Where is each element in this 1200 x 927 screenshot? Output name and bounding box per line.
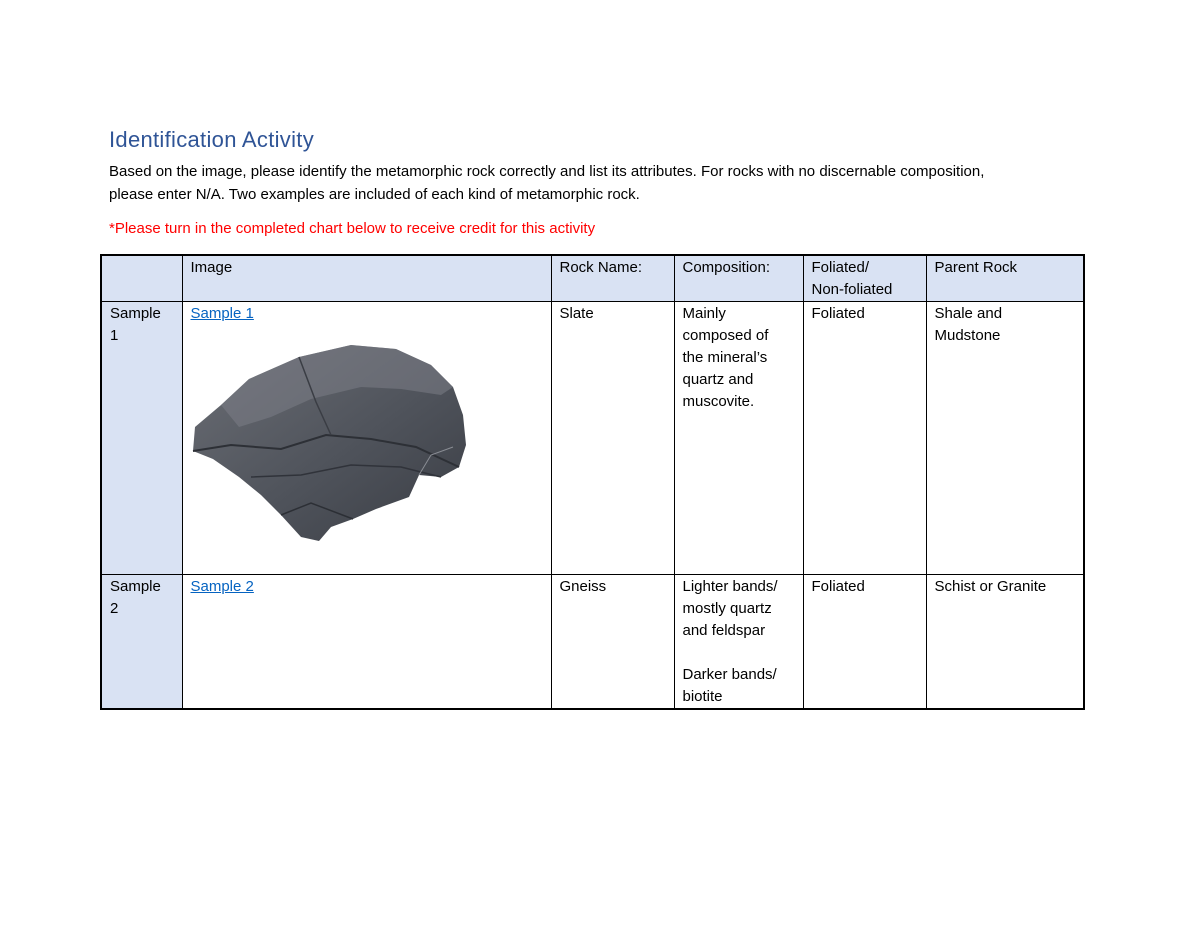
rock-name: Gneiss xyxy=(551,575,674,710)
instructions xyxy=(109,160,1099,206)
header-foliation: Foliated/ Non-foliated xyxy=(803,255,926,302)
foliation: Foliated xyxy=(803,302,926,575)
instructions-line-1: Based on the image, please identify the metamorphic rock correctly and list its attributes. For rocks with no discernable composition, xyxy=(109,163,985,180)
sample-label: Sample 1 xyxy=(101,302,182,575)
composition: Lighter bands/ mostly quartz and feldspar Darker bands/ biotite xyxy=(674,575,803,710)
credit-note: *Please turn in the completed chart below to receive credit for this activity xyxy=(109,220,596,237)
header-parent-rock: Parent Rock xyxy=(926,255,1084,302)
image-cell xyxy=(182,575,551,710)
parent-rock: Schist or Granite xyxy=(926,575,1084,710)
rock-name: Slate xyxy=(551,302,674,575)
table-row xyxy=(101,575,1084,710)
foliation: Foliated xyxy=(803,575,926,710)
instructions-line-2: please enter N/A. Two examples are included of each kind of metamorphic rock. xyxy=(109,186,640,203)
sample-2-link[interactable]: Sample 2 xyxy=(190,578,254,595)
sample-1-link[interactable]: Sample 1 xyxy=(190,305,254,322)
header-image: Image xyxy=(182,255,551,302)
sample-label: Sample 2 xyxy=(101,575,182,710)
header-cell-blank xyxy=(101,255,182,302)
composition: Mainly composed of the mineral’s quartz and muscovite. xyxy=(674,302,803,575)
table-row xyxy=(101,302,1084,575)
header-composition: Composition: xyxy=(674,255,803,302)
table-header-row xyxy=(101,255,1084,302)
parent-rock: Shale and Mudstone xyxy=(926,302,1084,575)
image-cell xyxy=(182,302,551,575)
rock-identification-table xyxy=(100,254,1085,710)
header-rock-name: Rock Name: xyxy=(551,255,674,302)
slate-rock-image xyxy=(191,327,481,547)
page-title: Identification Activity xyxy=(109,127,314,152)
